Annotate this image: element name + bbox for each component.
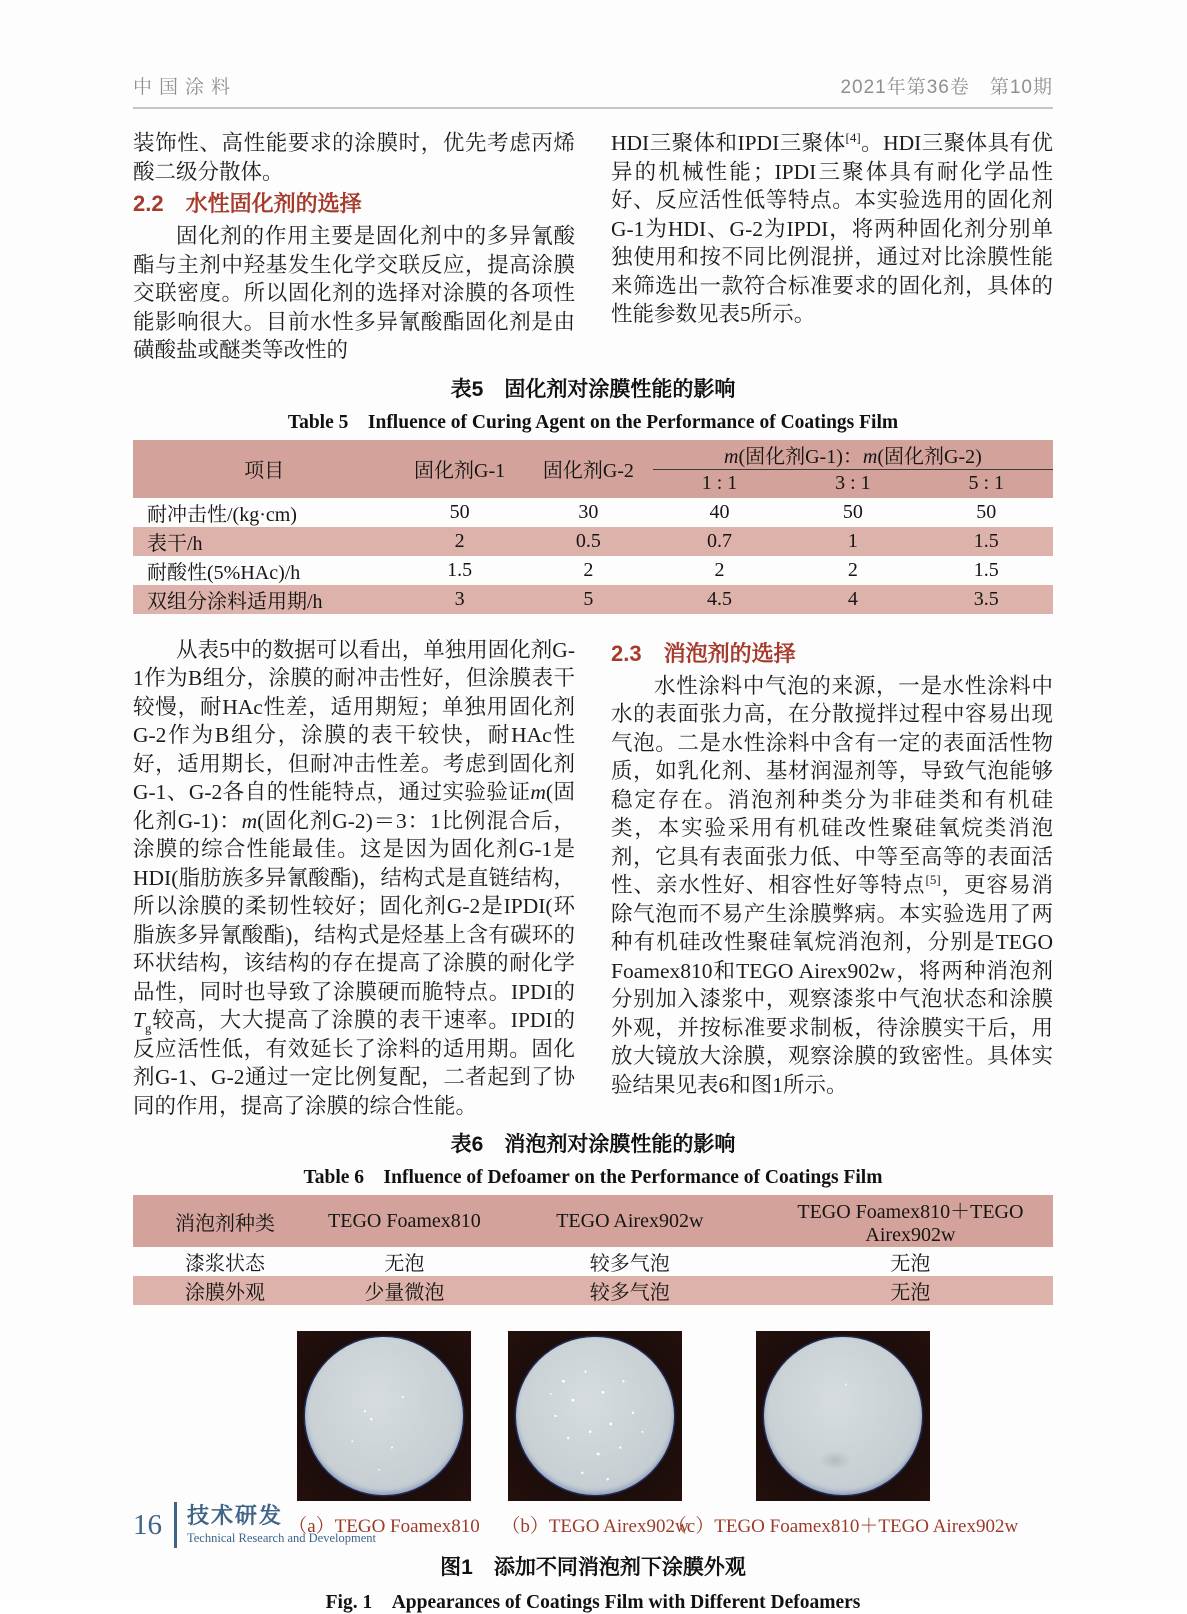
- microscope-photo-c: [756, 1331, 930, 1501]
- italic-T: T: [133, 1008, 145, 1032]
- table5: [133, 440, 1053, 614]
- reference-5: [5]: [925, 871, 941, 887]
- text-run: 。HDI三聚体具有优异的机械性能；IPDI三聚体具有耐化学品性好、反应活性低等特点。本实验选用的固化剂G-1为HDI、G-2为IPDI，将两种固化剂分别单独使用和按不同比例混拼，通过对比涂膜性能来筛选出一款符合标准要求的固化剂，具体的性能参数见表5所示。: [611, 131, 1053, 326]
- row-label: 表干/h: [147, 532, 203, 555]
- italic-m: m: [241, 808, 258, 833]
- italic-m: m: [862, 445, 878, 468]
- table5-subcol: 1 : 1: [653, 469, 786, 498]
- footer-section-cn: 技术研发: [187, 1502, 284, 1528]
- paragraph: [611, 672, 1053, 1100]
- table5-title-en: Table 5 Influence of Curing Agent on the Performance of Coatings Film: [287, 411, 899, 433]
- text-run: HDI三聚体和IPDI三聚体: [611, 131, 846, 155]
- reference-4: [4]: [845, 129, 861, 145]
- table-cell: 50: [842, 500, 863, 523]
- table-cell: 2: [454, 529, 465, 552]
- table6-header: 消泡剂种类: [133, 1195, 317, 1247]
- photo-caption-b: （b）TEGO Airex902w: [501, 1516, 689, 1537]
- table-cell: 1: [847, 529, 858, 552]
- table-cell: 1.5: [973, 558, 999, 581]
- table-cell: 3.5: [973, 587, 999, 610]
- subscript-g: g: [144, 1020, 152, 1036]
- table-cell: 4.5: [706, 587, 732, 610]
- figure1-photos: [133, 1331, 1053, 1501]
- table-cell: 40: [709, 500, 730, 523]
- table-row: [133, 527, 1053, 556]
- row-label: 耐冲击性/(kg·cm): [147, 503, 297, 526]
- text-run: 较高，大大提高了涂膜的表干速率。IPDI的反应活性低，有效延长了涂料的适用期。固化剂G-1、G-2通过一定比例复配，二者起到了协同的作用，提高了涂膜的综合性能。: [133, 1008, 575, 1118]
- paragraph-continuation: 装饰性、高性能要求的涂膜时，优先考虑丙烯酸二级分散体。: [133, 131, 575, 184]
- text-run: 水性涂料中气泡的来源，一是水性涂料中水的表面张力高，在分散搅拌过程中容易出现气泡。二是水性涂料中含有一定的表面活性物质，如乳化剂、基材润湿剂等，导致气泡能够稳定存在。消泡剂种类分为非硅类和有机硅类，本实验采用有机硅改性聚硅氧烷类消泡剂，它具有表面张力低、中等至高等的表面活性、亲水性好、相容性好等特点: [611, 673, 1053, 897]
- table5-ratio-header: [653, 440, 1053, 470]
- page-footer: [133, 1502, 376, 1548]
- paragraph: [133, 636, 575, 1121]
- text-run: 从表5中的数据可以看出，单独用固化剂G-1作为B组分，涂膜的耐冲击性好，但涂膜表干较慢，耐HAc性差，适用期短；单独用固化剂G-2作为B组分，涂膜的表干较快，耐HAc性好，适用期长，但耐冲击性差。考虑到固化剂G-1、G-2各自的性能特点，通过实验验证: [133, 637, 575, 804]
- page-number: 16: [133, 1508, 162, 1541]
- top-text-section: [133, 129, 1053, 365]
- right-column-top: [611, 129, 1053, 365]
- table5-col-g2: 固化剂G-2: [524, 440, 653, 498]
- table6-title-en: Table 6 Influence of Defoamer on the Performance of Coatings Film: [303, 1167, 883, 1188]
- table5-col-g1: 固化剂G-1: [395, 440, 524, 498]
- table5-subcol: 3 : 1: [786, 469, 919, 498]
- table-row: [133, 498, 1053, 527]
- table-cell: 无泡: [384, 1253, 425, 1275]
- microscope-view-disc: [516, 1337, 674, 1495]
- paragraph: 固化剂的作用主要是固化剂中的多异氰酸酯与主剂中羟基发生化学交联反应，提高涂膜交联密度。所以固化剂的选择对涂膜的各项性能影响很大。目前水性多异氰酸酯固化剂是由磺酸盐或醚类等改性的: [133, 224, 575, 362]
- text-run: (固化剂G-2)＝3：1比例混合后，涂膜的综合性能最佳。这是因为固化剂G-1是HDI(脂肪族多异氰酸酯)，结构式是直链结构，所以涂膜的柔韧性较好；固化剂G-2是IPDI(环脂族多异氰酸酯)，结构式是烃基上含有碳环的环状结构，该结构的存在提高了涂膜的耐化学品性，同时也导致了涂膜硬而脆特点。IPDI的: [133, 808, 575, 1004]
- table-cell: 无泡: [890, 1282, 931, 1304]
- photo-caption-c: （c）TEGO Foamex810＋TEGO Airex902w: [667, 1516, 1019, 1537]
- text-run: (固化剂G-1)：: [133, 780, 575, 833]
- table-cell: 50: [976, 500, 997, 523]
- table5-title-cn: 表5 固化剂对涂膜性能的影响: [450, 377, 736, 401]
- journal-name: 中国涂料: [133, 77, 238, 98]
- table-cell: 50: [449, 500, 470, 523]
- page-content: [133, 0, 1053, 1614]
- footer-section-en: Technical Research and Development: [187, 1530, 376, 1545]
- italic-m: m: [530, 780, 546, 804]
- table-cell: 4: [847, 587, 858, 610]
- table6-block: [133, 1128, 1053, 1305]
- photo-caption-a: （a）TEGO Foamex810: [288, 1516, 480, 1537]
- table-cell: 2: [847, 558, 858, 581]
- table-row: [133, 1247, 1053, 1276]
- issue-info: 2021年第36卷 第10期: [840, 77, 1053, 98]
- figure1-title-cn: 图1 添加不同消泡剂下涂膜外观: [440, 1556, 746, 1579]
- table6-header: TEGO Foamex810＋TEGO Airex902w: [768, 1195, 1053, 1247]
- section-heading-2-3: 2.3 消泡剂的选择: [611, 640, 796, 666]
- italic-m: m: [724, 445, 739, 468]
- section-heading-2-2: 2.2 水性固化剂的选择: [133, 191, 362, 216]
- text-run: (固化剂G-2): [877, 445, 982, 468]
- table-cell: 1.5: [973, 529, 999, 552]
- row-label: 耐酸性(5%HAc)/h: [147, 561, 301, 584]
- microscope-photo-a: [297, 1331, 471, 1501]
- table-cell: 2: [714, 558, 725, 581]
- left-column-mid: [133, 636, 575, 1121]
- row-label: 涂膜外观: [185, 1282, 265, 1304]
- row-label: 漆浆状态: [185, 1253, 265, 1275]
- table-cell: 较多气泡: [589, 1253, 670, 1275]
- table5-subcol: 5 : 1: [920, 469, 1053, 498]
- microscope-view-disc: [764, 1337, 922, 1495]
- row-label: 双组分涂料适用期/h: [147, 590, 323, 613]
- table-cell: 无泡: [890, 1253, 931, 1275]
- table6-header: TEGO Foamex810: [317, 1195, 492, 1247]
- table-cell: 1.5: [447, 558, 473, 581]
- table6-header: TEGO Airex902w: [492, 1195, 768, 1247]
- text-run: (固化剂G-1)：: [738, 445, 863, 468]
- table6-title-cn: 表6 消泡剂对涂膜性能的影响: [450, 1133, 736, 1156]
- table-cell: 较多气泡: [589, 1282, 670, 1304]
- table-cell: 30: [578, 500, 599, 523]
- footer-section: [187, 1504, 376, 1547]
- text-run: ，更容易消除气泡而不易产生涂膜弊病。本实验选用了两种有机硅改性聚硅氧烷消泡剂，分别是TEGO Foamex810和TEGO Airex902w，将两种消泡剂分别加入漆浆中，观察漆浆中气泡状态和涂膜外观，并按标准要求制板，待涂膜实干后，用放大镜放大涂膜，观察涂膜的致密性。具体实验结果见表6和图1所示。: [611, 873, 1053, 1097]
- middle-text-section: [133, 636, 1053, 1121]
- paragraph: [611, 129, 1053, 329]
- table-cell: 3: [454, 587, 465, 610]
- right-column-mid: [611, 636, 1053, 1121]
- table-cell: 0.7: [706, 529, 732, 552]
- table-row: [133, 556, 1053, 585]
- table5-block: [133, 373, 1053, 614]
- left-column-top: [133, 129, 575, 365]
- table-cell: 2: [583, 558, 594, 581]
- table6: [133, 1195, 1053, 1305]
- table-row: [133, 585, 1053, 614]
- microscope-photo-b: [508, 1331, 682, 1501]
- microscope-view-disc: [305, 1337, 463, 1495]
- table5-col-item: 项目: [133, 440, 395, 498]
- table-row: [133, 1276, 1053, 1305]
- table-cell: 0.5: [575, 529, 601, 552]
- figure1-title-en: Fig. 1 Appearances of Coatings Film with Different Defoamers: [325, 1592, 861, 1613]
- page-header: [133, 0, 1053, 109]
- footer-divider: [174, 1502, 177, 1548]
- table-cell: 5: [583, 587, 594, 610]
- figure1-block: [133, 1331, 1053, 1614]
- table-cell: 少量微泡: [364, 1282, 445, 1304]
